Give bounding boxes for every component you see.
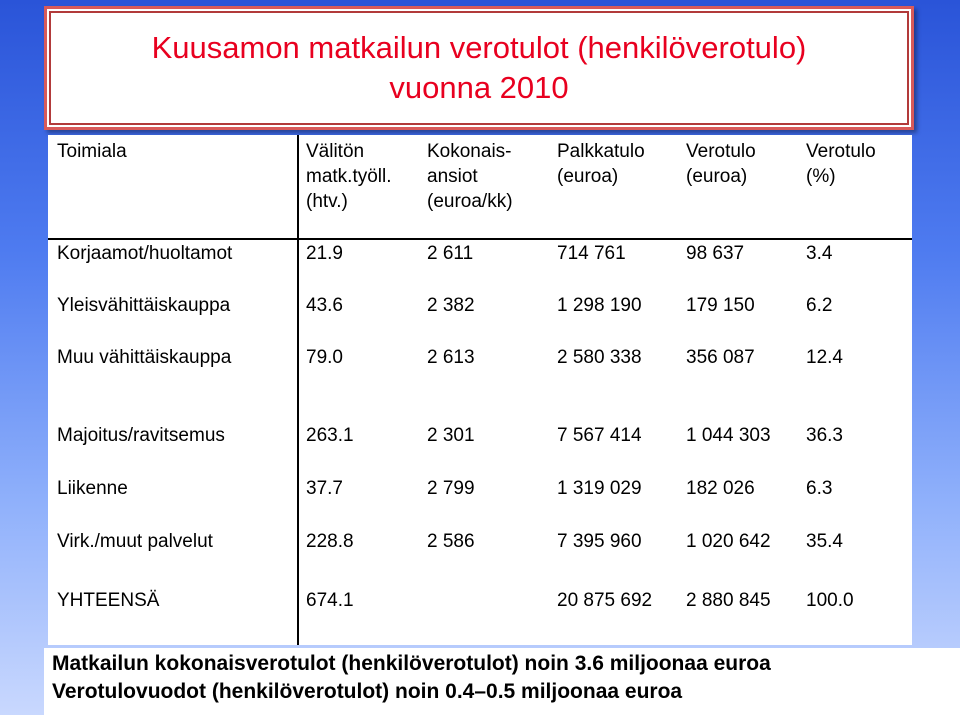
row-label: YHTEENSÄ [57, 590, 160, 611]
row-label: Liikenne [57, 478, 128, 499]
table-cell: 6.2 [806, 295, 833, 316]
title-line-2: vuonna 2010 [389, 70, 569, 105]
table-cell: 35.4 [806, 531, 843, 552]
title-line-1: Kuusamon matkailun verotulot (henkilöverotulo) [151, 30, 807, 65]
table-cell: 228.8 [306, 531, 354, 552]
table-cell: 1 044 303 [686, 425, 771, 446]
column-header: matk.työll. [306, 166, 392, 187]
column-header: (%) [806, 166, 836, 187]
table-cell: 1 020 642 [686, 531, 771, 552]
table-cell: 2 611 [427, 243, 474, 264]
table-cell: 20 875 692 [557, 590, 653, 611]
column-header: (euroa) [557, 166, 619, 187]
table-cell: 263.1 [306, 425, 354, 446]
table-cell: 182 026 [686, 478, 755, 499]
column-header: (euroa) [686, 166, 748, 187]
table-cell: 674.1 [306, 590, 354, 611]
column-header: Kokonais- [427, 141, 512, 162]
table-cell: 2 880 845 [686, 590, 771, 611]
summary-footer [44, 648, 960, 715]
row-label: Korjaamot/huoltamot [57, 243, 233, 264]
table-cell: 12.4 [806, 347, 843, 368]
table-cell: 356 087 [686, 347, 755, 368]
column-header: Palkkatulo [557, 141, 645, 162]
row-label: Majoitus/ravitsemus [57, 425, 225, 446]
table-cell: 2 301 [427, 425, 475, 446]
table-cell: 43.6 [306, 295, 343, 316]
table-cell: 2 799 [427, 478, 475, 499]
column-header: (euroa/kk) [427, 191, 513, 212]
column-header: (htv.) [306, 191, 348, 212]
table-cell: 7 395 960 [557, 531, 642, 552]
summary-line-2: Verotulovuodot (henkilöverotulot) noin 0.4–0.5 miljoonaa euroa [52, 680, 683, 703]
column-header: Toimiala [57, 141, 127, 162]
header-divider [48, 238, 912, 240]
table-cell: 714 761 [557, 243, 626, 264]
table-cell: 37.7 [306, 478, 343, 499]
table-cell: 179 150 [686, 295, 755, 316]
table-cell: 3.4 [806, 243, 833, 264]
table-cell: 98 637 [686, 243, 745, 264]
column-header: Verotulo [806, 141, 876, 162]
column-header: ansiot [427, 166, 478, 187]
table-cell: 2 613 [427, 347, 475, 368]
table-cell: 1 298 190 [557, 295, 642, 316]
table-cell: 2 586 [427, 531, 475, 552]
title-box [44, 6, 914, 130]
table-cell: 36.3 [806, 425, 843, 446]
column-header: Välitön [306, 141, 365, 162]
table-cell: 6.3 [806, 478, 833, 499]
table-cell: 7 567 414 [557, 425, 642, 446]
column-header: Verotulo [686, 141, 756, 162]
table-cell: 21.9 [306, 243, 343, 264]
row-label: Muu vähittäiskauppa [57, 347, 232, 368]
row-label: Virk./muut palvelut [57, 531, 213, 552]
table-cell: 2 382 [427, 295, 475, 316]
table-cell: 100.0 [806, 590, 854, 611]
summary-line-1: Matkailun kokonaisverotulot (henkilöverotulot) noin 3.6 miljoonaa euroa [52, 652, 771, 675]
table-cell: 79.0 [306, 347, 343, 368]
row-label: Yleisvähittäiskauppa [57, 295, 231, 316]
table-cell: 1 319 029 [557, 478, 642, 499]
column-divider [297, 135, 299, 645]
table-cell: 2 580 338 [557, 347, 642, 368]
